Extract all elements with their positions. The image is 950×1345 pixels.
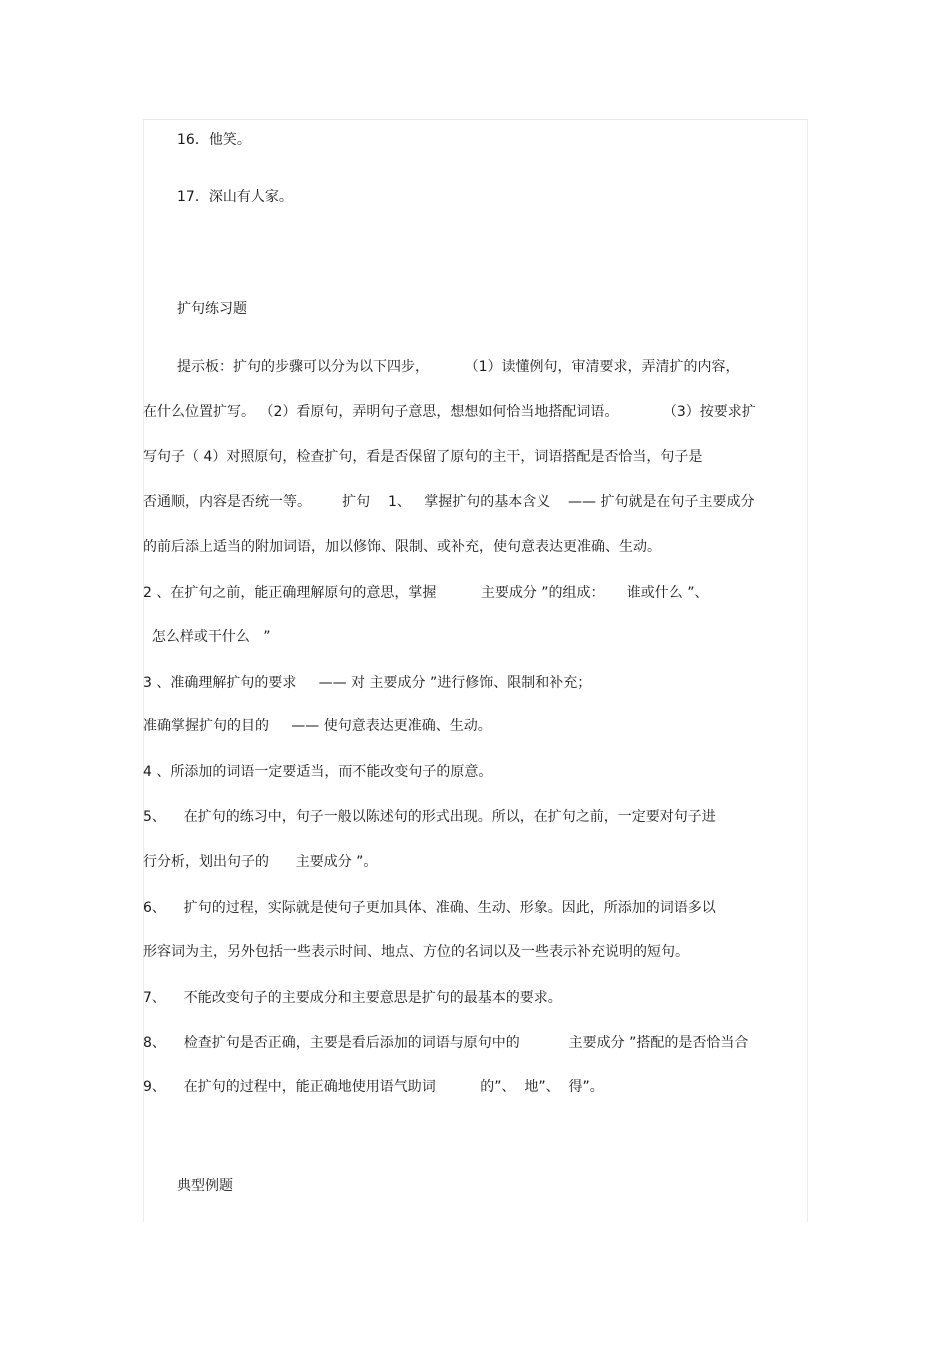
- point-8: 8、 检查扩句是否正确，主要是看后添加的词语与原句中的 主要成分 ”搭配的是否恰当合: [143, 1035, 749, 1051]
- point-5-line-1: 5、 在扩句的练习中，句子一般以陈述句的形式出现。所以，在扩句之前，一定要对句子进: [143, 809, 716, 825]
- point-6-line-1: 6、 扩句的过程，实际就是使句子更加具体、准确、生动、形象。因此，所添加的词语多以: [143, 900, 716, 916]
- hint-line-3: 写句子（ 4）对照原句，检查扩句，看是否保留了原句的主干，词语搭配是否恰当，句子是: [143, 449, 703, 465]
- point-5-line-2: 行分析，划出句子的 主要成分 ”。: [143, 854, 378, 870]
- footer-title: 典型例题: [177, 1178, 233, 1194]
- point-3-line-2: 准确掌握扩句的目的 —— 使句意表达更准确、生动。: [143, 718, 492, 734]
- hint-line-4: 否通顺，内容是否统一等。 扩句 1、 掌握扩句的基本含义 —— 扩句就是在句子主要成分: [143, 494, 755, 510]
- section-title: 扩句练习题: [177, 301, 247, 317]
- point-3-line-1: 3 、准确理解扩句的要求 —— 对 主要成分 ”进行修饰、限制和补充；: [143, 675, 592, 691]
- point-2-line-1: 2 、在扩句之前，能正确理解原句的意思，掌握 主要成分 ”的组成： 谁或什么 ”、: [143, 585, 709, 601]
- point-6-line-2: 形容词为主，另外包括一些表示时间、地点、方位的名词以及一些表示补充说明的短句。: [143, 944, 689, 960]
- hint-line-1: 提示板：扩句的步骤可以分为以下四步， （1）读懂例句，审清要求，弄清扩的内容，: [177, 359, 740, 375]
- exercise-item-17: 17．深山有人家。: [177, 189, 293, 205]
- point-9: 9、 在扩句的过程中，能正确地使用语气助词 的”、 地”、 得”。: [143, 1079, 604, 1095]
- hint-line-5: 的前后添上适当的附加词语，加以修饰、限制、或补充，使句意表达更准确、生动。: [143, 539, 661, 555]
- point-2-line-2: 怎么样或干什么 ”: [143, 629, 271, 645]
- exercise-item-16: 16．他笑。: [177, 132, 251, 148]
- hint-line-2: 在什么位置扩写。 （2）看原句，弄明句子意思，想想如何恰当地搭配词语。 （3）按要求扩: [143, 404, 756, 420]
- point-7: 7、 不能改变句子的主要成分和主要意思是扩句的最基本的要求。: [143, 990, 562, 1006]
- page-frame: [143, 119, 808, 1222]
- point-4: 4 、所添加的词语一定要适当，而不能改变句子的原意。: [143, 764, 493, 780]
